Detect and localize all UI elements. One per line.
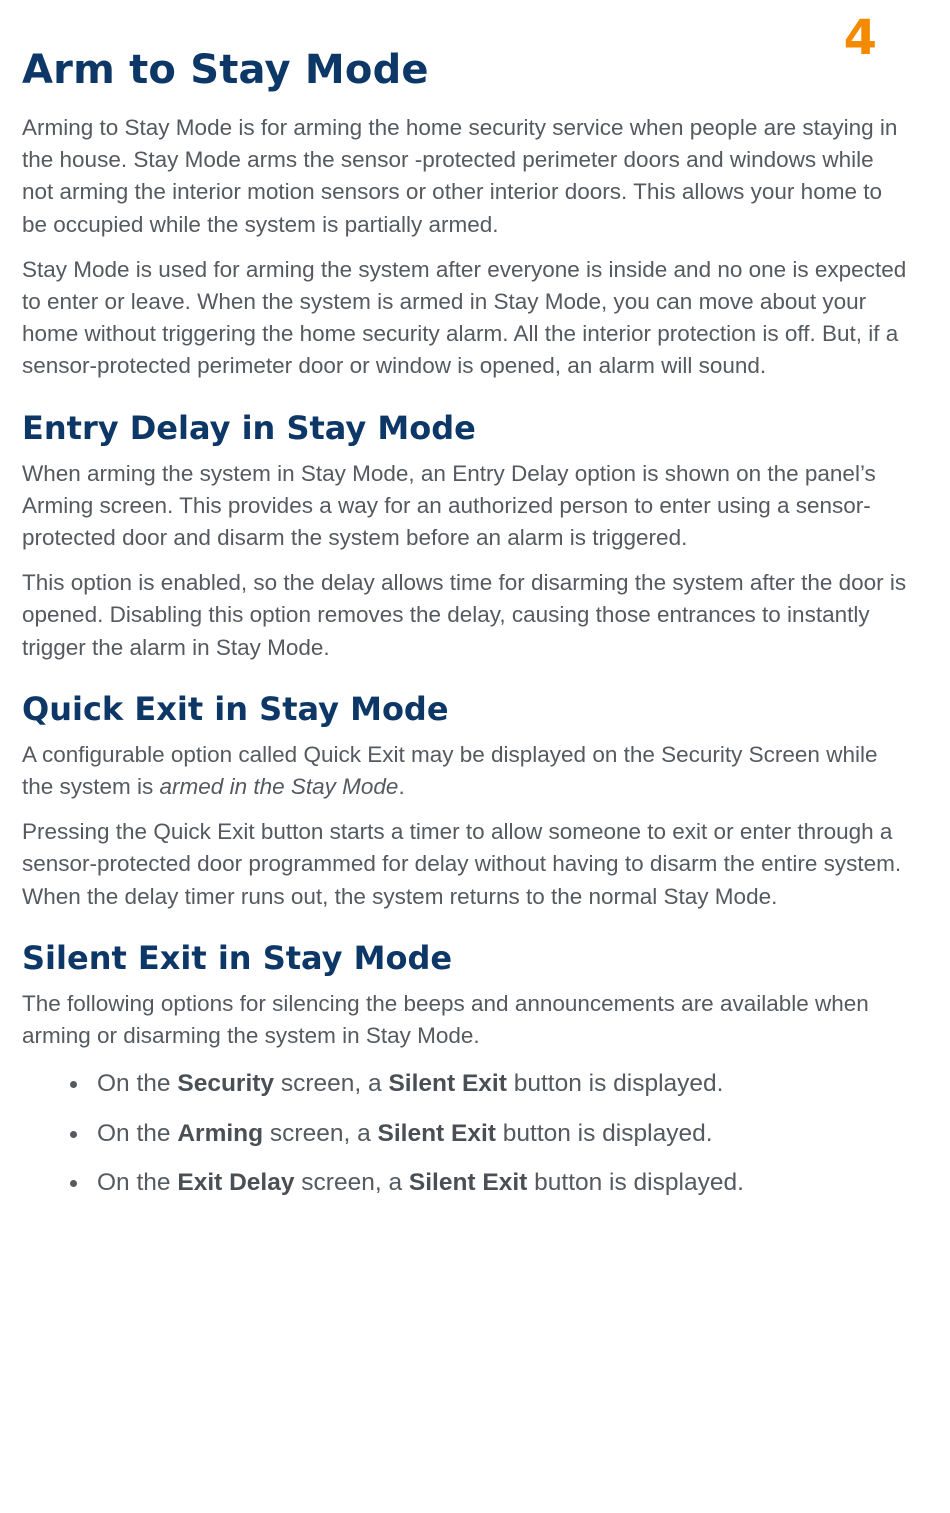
bullet-icon: [70, 1081, 77, 1088]
section-title: Arm to Stay Mode: [22, 47, 429, 93]
section-entry-delay: [22, 406, 907, 664]
document-page: [22, 0, 907, 1217]
text-run: .: [398, 774, 405, 800]
section-title: Quick Exit in Stay Mode: [22, 689, 449, 728]
screen-name: Exit Delay: [177, 1169, 295, 1197]
paragraph: Arming to Stay Mode is for arming the home security service when people are staying in the house. Stay Mode arms the sensor ‑protected perimeter doors and windows while not arming the interior motion sensors or other interior doors. This allows your home to be occupied while the system is partially armed.: [22, 115, 898, 237]
list-item: [22, 1118, 907, 1150]
text-run: On the: [97, 1119, 178, 1147]
text-run: screen, a: [294, 1169, 409, 1197]
list-item: [22, 1167, 907, 1199]
button-name: Silent Exit: [408, 1169, 528, 1197]
text-run: button is displayed.: [495, 1119, 713, 1147]
text-run: button is displayed.: [506, 1070, 724, 1098]
text-run: button is displayed.: [527, 1169, 744, 1197]
screen-name: Security: [177, 1070, 275, 1098]
bullet-icon: [70, 1131, 77, 1138]
section-title: Entry Delay in Stay Mode: [22, 408, 476, 447]
paragraph: This option is enabled, so the delay allows time for disarming the system after the door is opened. Disabling this option removes the delay, causing those entrances to instantly trigger the alarm in Stay Mode.: [22, 570, 907, 660]
bullet-list: [22, 1068, 907, 1199]
text-run: On the: [97, 1070, 178, 1098]
page-number: 4: [843, 10, 877, 66]
bullet-icon: [70, 1180, 77, 1187]
text-run: A configurable option called Quick Exit may be displayed on the Security Screen while the system is: [22, 741, 878, 800]
text-run: screen, a: [263, 1119, 378, 1147]
screen-name: Arming: [177, 1119, 264, 1147]
button-name: Silent Exit: [377, 1119, 496, 1147]
paragraph: Pressing the Quick Exit button starts a timer to allow someone to exit or enter through a sensor-protected door programmed for delay without having to disarm the entire system. When the delay timer runs out, the system returns to the normal Stay Mode.: [22, 819, 902, 909]
paragraph: Stay Mode is used for arming the system after everyone is inside and no one is expected to enter or leave. When the system is armed in Stay Mode, you can move about your home without triggering the home security alarm. All the interior protection is off. But, if a sensor-protected perimeter door or window is opened, an alarm will sound.: [22, 256, 907, 379]
section-arm-to-stay-mode: [22, 42, 907, 383]
list-item: [22, 1068, 907, 1100]
italic-text: armed in the Stay Mode: [159, 774, 399, 800]
paragraph: [22, 739, 907, 803]
section-title: Silent Exit in Stay Mode: [22, 938, 453, 977]
section-silent-exit: [22, 936, 907, 1199]
text-run: screen, a: [274, 1070, 389, 1098]
text-run: On the: [97, 1169, 178, 1197]
paragraph: When arming the system in Stay Mode, an Entry Delay option is shown on the panel’s Arming screen. This provides a way for an authorized person to enter using a sensor-protected door and disarm the system before an alarm is triggered.: [22, 460, 876, 551]
button-name: Silent Exit: [388, 1070, 507, 1098]
paragraph: The following options for silencing the beeps and announcements are available when arming or disarming the system in Stay Mode.: [22, 990, 869, 1049]
section-quick-exit: [22, 687, 907, 913]
